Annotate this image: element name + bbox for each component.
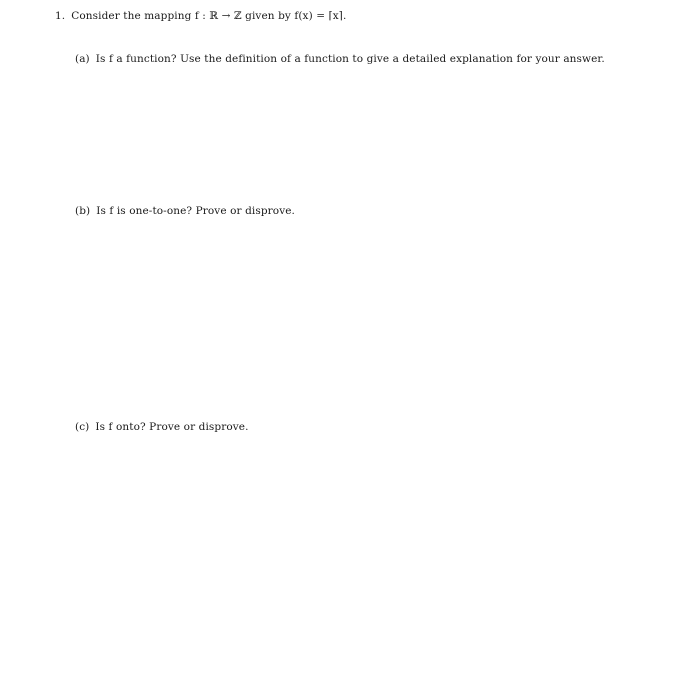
- part-b-text: Is f is one-to-one? Prove or disprove.: [96, 205, 295, 217]
- part-c-label: (c): [75, 421, 90, 433]
- part-a-text: Is f a function? Use the definition of a function to give a detailed explanation for your answer.: [95, 53, 605, 65]
- problem-1: [55, 9, 346, 23]
- part-a-label: (a): [75, 53, 90, 65]
- problem-statement: Consider the mapping f : ℝ → ℤ given by f(x) = ⌈x⌉.: [71, 10, 347, 22]
- part-c-text: Is f onto? Prove or disprove.: [95, 421, 249, 433]
- part-b: [75, 204, 295, 218]
- part-c: [75, 420, 249, 434]
- part-a: [75, 52, 605, 66]
- problem-number: 1.: [55, 10, 66, 22]
- part-b-label: (b): [75, 205, 91, 217]
